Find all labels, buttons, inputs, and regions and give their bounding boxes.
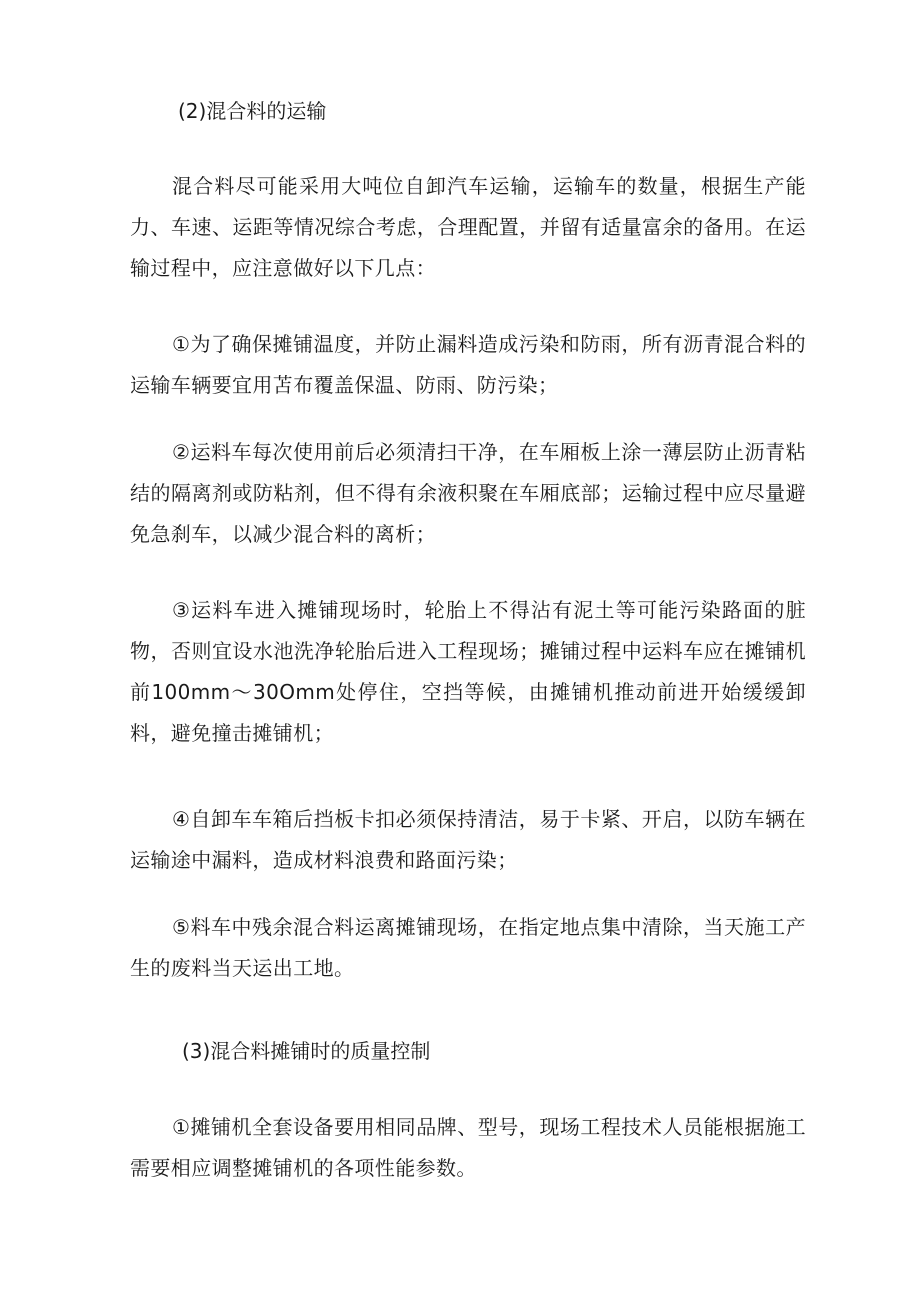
transport-item-2: ②运料车每次使用前后必须清扫干净，在车厢板上涂一薄层防止沥青粘结的隔离剂或防粘剂，但不得有余液积聚在车厢底部；运输过程中应尽量避免急刹车，以减少混合料的离析；	[130, 440, 806, 546]
transport-item-1: ①为了确保摊铺温度，并防止漏料造成污染和防雨，所有沥青混合料的运输车辆要宜用苫布覆盖保温、防雨、防污染；	[130, 332, 806, 397]
quality-item-1: ①摊铺机全套设备要用相同品牌、型号，现场工程技术人员能根据施工需要相应调整摊铺机的各项性能参数。	[130, 1115, 806, 1180]
section-3-heading: (3)混合料摊铺时的质量控制	[182, 1039, 431, 1063]
section-2-heading: (2)混合料的运输	[178, 99, 327, 123]
transport-item-5: ⑤料车中残余混合料运离摊铺现场，在指定地点集中清除，当天施工产生的废料当天运出工地。	[130, 915, 806, 980]
transport-item-3: ③运料车进入摊铺现场时，轮胎上不得沾有泥土等可能污染路面的脏物，否则宜设水池洗净轮胎后进入工程现场；摊铺过程中运料车应在摊铺机前100mm～30Omm处停住，空挡等候，由摊铺机推动前进开始缓缓卸料，避免撞击摊铺机；	[130, 598, 806, 745]
section-2-intro: 混合料尽可能采用大吨位自卸汽车运输，运输车的数量，根据生产能力、车速、运距等情况综合考虑，合理配置，并留有适量富余的备用。在运输过程中，应注意做好以下几点：	[130, 174, 806, 280]
transport-item-4: ④自卸车车箱后挡板卡扣必须保持清洁，易于卡紧、开启，以防车辆在运输途中漏料，造成材料浪费和路面污染；	[130, 807, 806, 872]
